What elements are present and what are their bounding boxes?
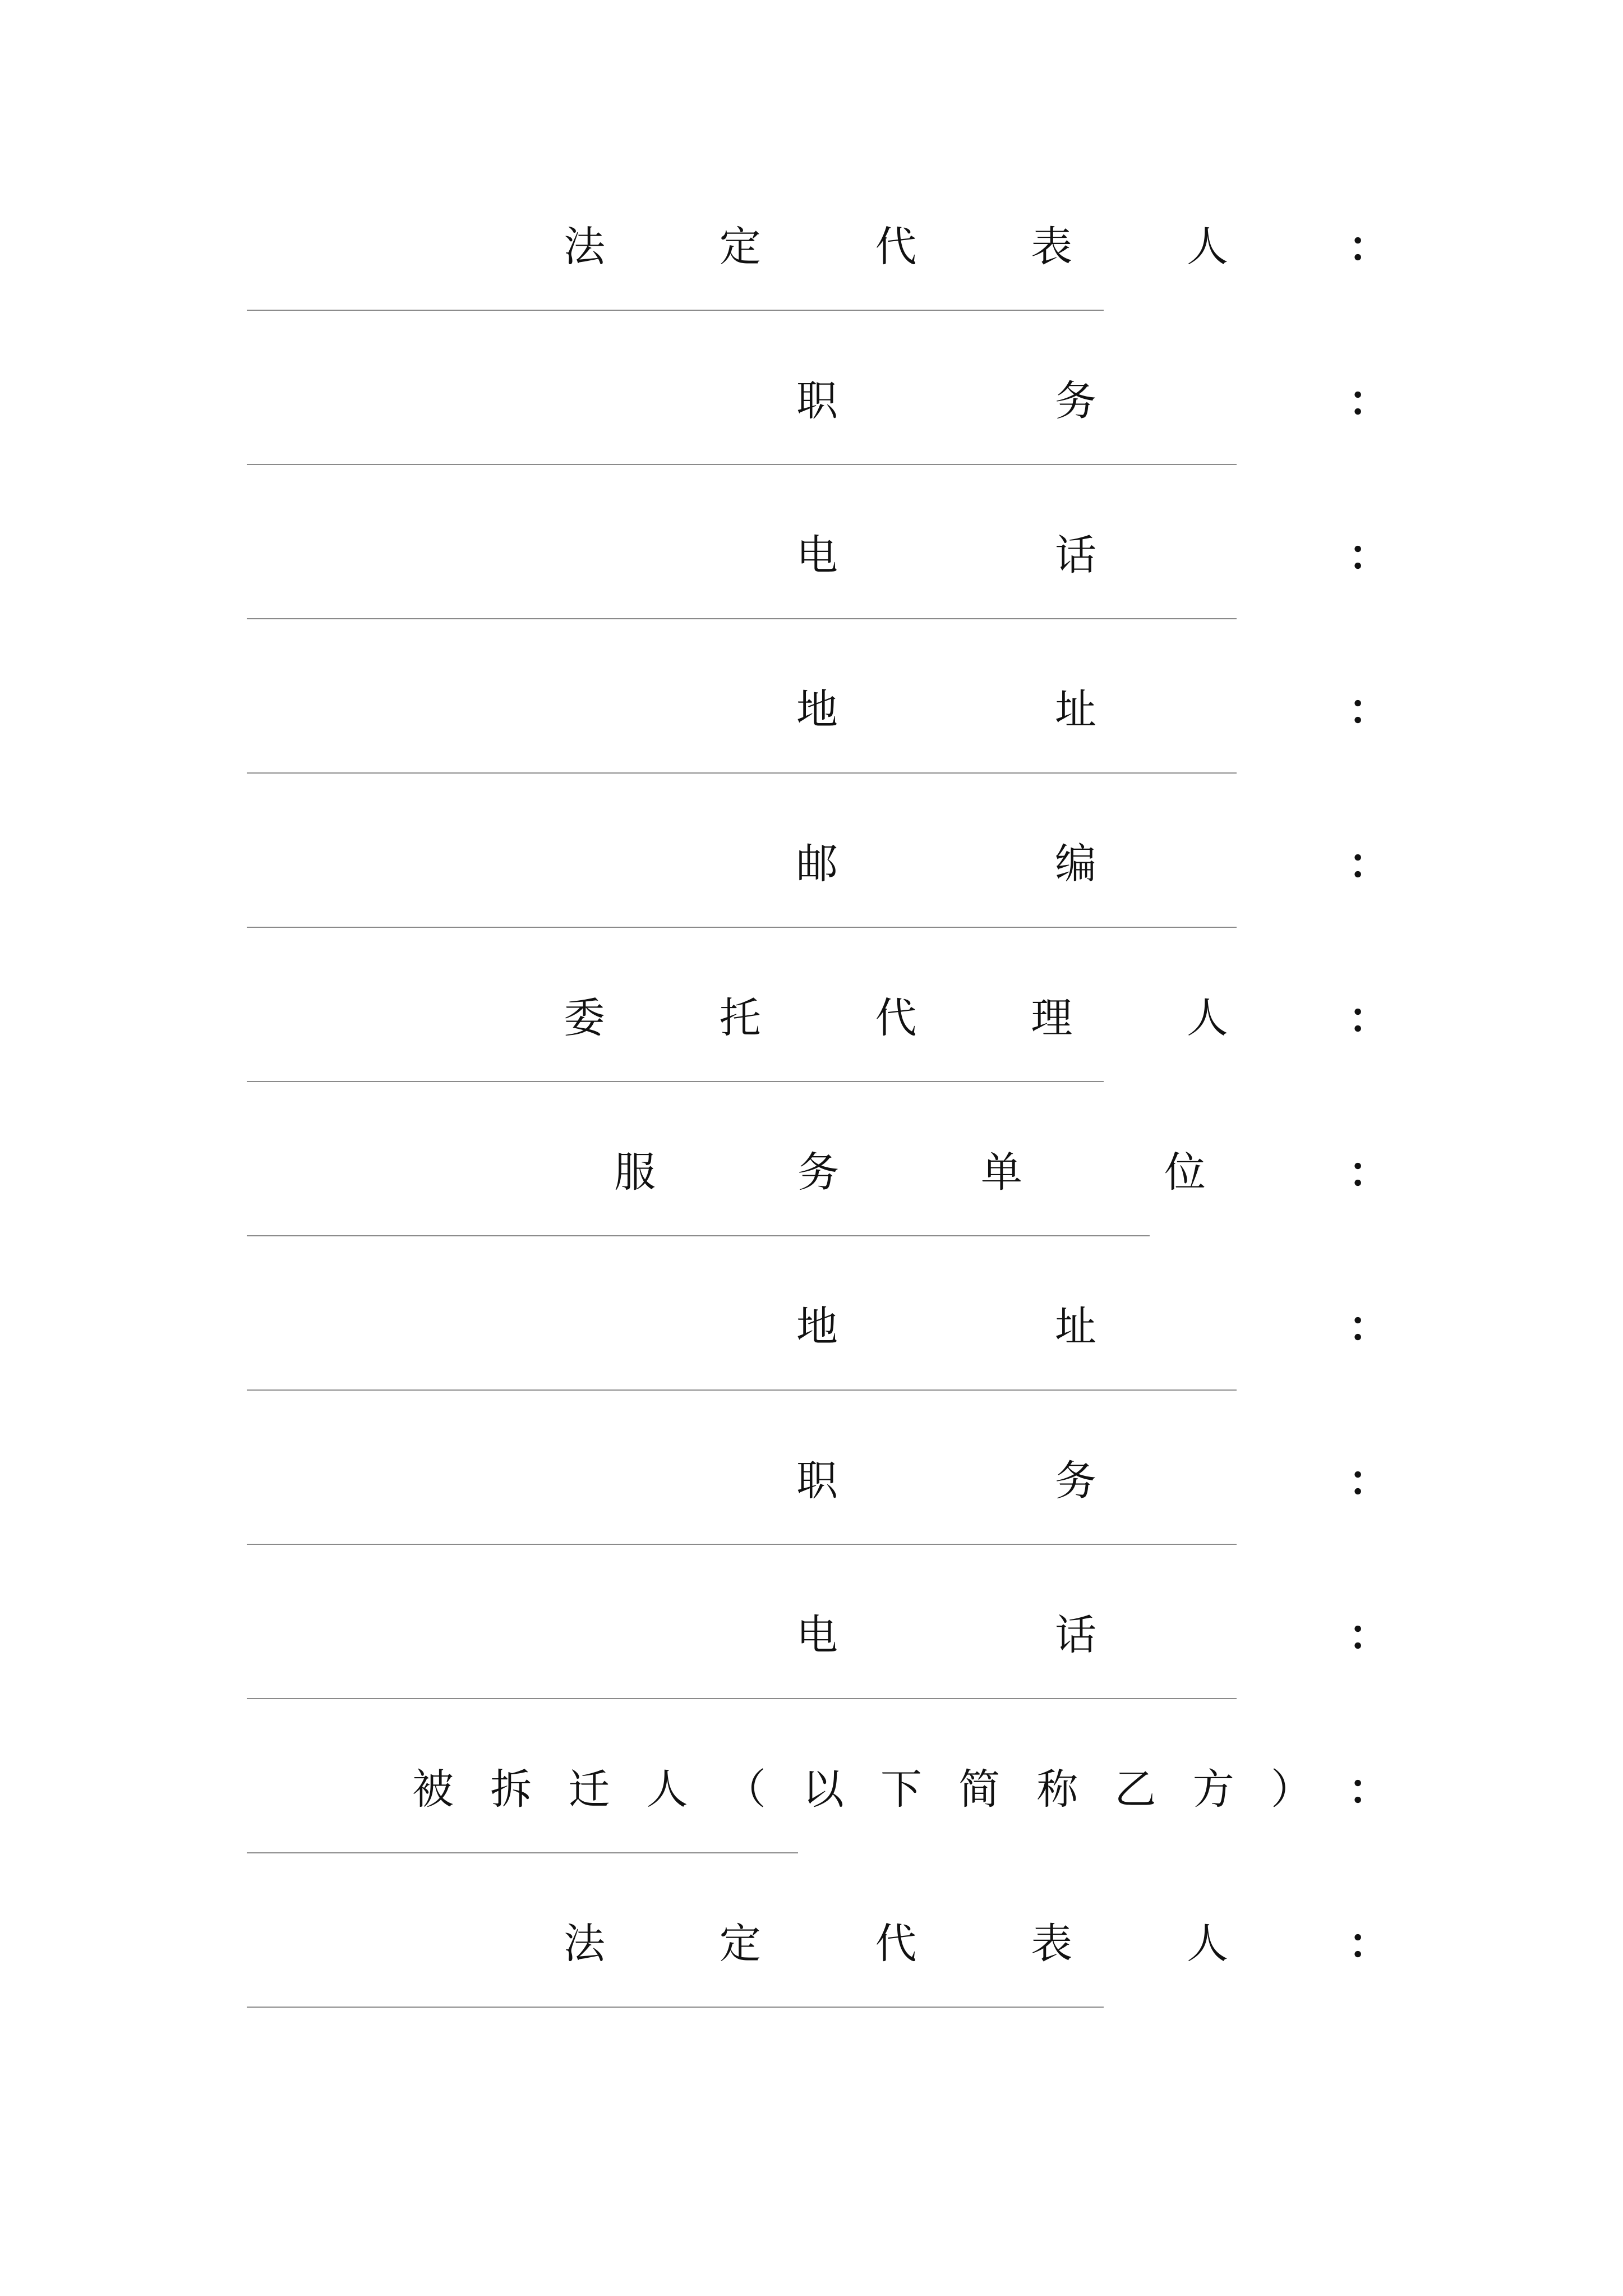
label-character: 简 <box>958 1765 1000 1814</box>
fill-in-line[interactable] <box>247 1389 1237 1391</box>
form-field <box>247 1910 1390 2064</box>
label-character: 表 <box>1031 223 1073 271</box>
fill-in-line[interactable] <box>247 618 1237 619</box>
label-colon: ： <box>1348 1611 1390 1659</box>
label-character: 代 <box>875 223 917 271</box>
field-label <box>796 522 1096 589</box>
label-colon: ： <box>1348 1920 1390 1968</box>
label-colon: ： <box>1348 377 1390 425</box>
label-character: 法 <box>564 1920 605 1968</box>
label-character: 人 <box>1187 994 1228 1042</box>
label-character: 被 <box>412 1765 454 1814</box>
form-field <box>247 1447 1390 1602</box>
label-character: 人 <box>646 1765 688 1814</box>
label-character: 电 <box>796 1611 838 1659</box>
label-character: 服 <box>614 1148 656 1197</box>
label-character: 乙 <box>1114 1765 1156 1814</box>
label-colon: ： <box>1348 1765 1390 1814</box>
label-character: 务 <box>1055 1457 1096 1505</box>
label-character: 址 <box>1055 1303 1096 1351</box>
fill-in-line[interactable] <box>247 1544 1237 1545</box>
form-field <box>247 830 1390 984</box>
label-character: 电 <box>796 531 838 579</box>
field-label <box>564 984 1228 1052</box>
field-label <box>796 1293 1096 1360</box>
field-label <box>796 1447 1096 1515</box>
form-field <box>247 1293 1390 1447</box>
form-field <box>247 676 1390 830</box>
label-character: 理 <box>1031 994 1073 1042</box>
label-character: 务 <box>797 1148 839 1197</box>
form-field <box>247 367 1390 522</box>
label-character: 迁 <box>568 1765 610 1814</box>
fill-in-line[interactable] <box>247 1698 1237 1699</box>
label-character: ） <box>1270 1765 1312 1814</box>
label-character: 人 <box>1187 1920 1228 1968</box>
field-label <box>564 1910 1228 1977</box>
field-label <box>796 1602 1096 1669</box>
fill-in-line[interactable] <box>247 464 1237 465</box>
label-character: 定 <box>719 1920 761 1968</box>
label-colon: ： <box>1348 1148 1390 1197</box>
label-character: 话 <box>1055 531 1096 579</box>
label-character: 方 <box>1192 1765 1234 1814</box>
field-label <box>796 367 1096 435</box>
label-character: （ <box>724 1765 766 1814</box>
label-character: 委 <box>564 994 605 1042</box>
label-character: 单 <box>981 1148 1022 1197</box>
fill-in-line[interactable] <box>247 772 1237 774</box>
fill-in-line[interactable] <box>247 1235 1150 1236</box>
form-field <box>247 213 1390 367</box>
label-colon: ： <box>1348 1303 1390 1351</box>
fill-in-line[interactable] <box>247 2007 1104 2008</box>
label-colon: ： <box>1348 994 1390 1042</box>
label-character: 话 <box>1055 1611 1096 1659</box>
label-character: 位 <box>1164 1148 1206 1197</box>
label-character: 职 <box>796 377 838 425</box>
label-character: 职 <box>796 1457 838 1505</box>
label-character: 代 <box>875 1920 917 1968</box>
form-field <box>247 1602 1390 1756</box>
field-label <box>564 213 1228 280</box>
label-character: 编 <box>1055 840 1096 888</box>
label-colon: ： <box>1348 1457 1390 1505</box>
form-field <box>247 1756 1390 1910</box>
label-character: 以 <box>802 1765 844 1814</box>
fill-in-line[interactable] <box>247 927 1237 928</box>
fill-in-line[interactable] <box>247 310 1104 311</box>
label-character: 定 <box>719 223 761 271</box>
label-character: 邮 <box>796 840 838 888</box>
fill-in-line[interactable] <box>247 1081 1104 1082</box>
field-label <box>796 830 1096 898</box>
label-character: 址 <box>1055 685 1096 734</box>
label-character: 法 <box>564 223 605 271</box>
label-colon: ： <box>1348 531 1390 579</box>
form-field <box>247 984 1390 1139</box>
label-colon: ： <box>1348 223 1390 271</box>
label-character: 拆 <box>490 1765 532 1814</box>
label-colon: ： <box>1348 685 1390 734</box>
form-field <box>247 1139 1390 1293</box>
label-character: 称 <box>1036 1765 1078 1814</box>
field-label <box>614 1139 1206 1206</box>
label-character: 地 <box>796 1303 838 1351</box>
label-character: 代 <box>875 994 917 1042</box>
label-character: 务 <box>1055 377 1096 425</box>
label-character: 地 <box>796 685 838 734</box>
label-character: 表 <box>1031 1920 1073 1968</box>
label-character: 下 <box>880 1765 923 1814</box>
field-label <box>796 676 1096 743</box>
form-field <box>247 522 1390 676</box>
field-label <box>412 1756 1312 1823</box>
label-character: 托 <box>719 994 761 1042</box>
fill-in-line[interactable] <box>247 1852 798 1853</box>
label-character: 人 <box>1187 223 1228 271</box>
label-colon: ： <box>1348 840 1390 888</box>
